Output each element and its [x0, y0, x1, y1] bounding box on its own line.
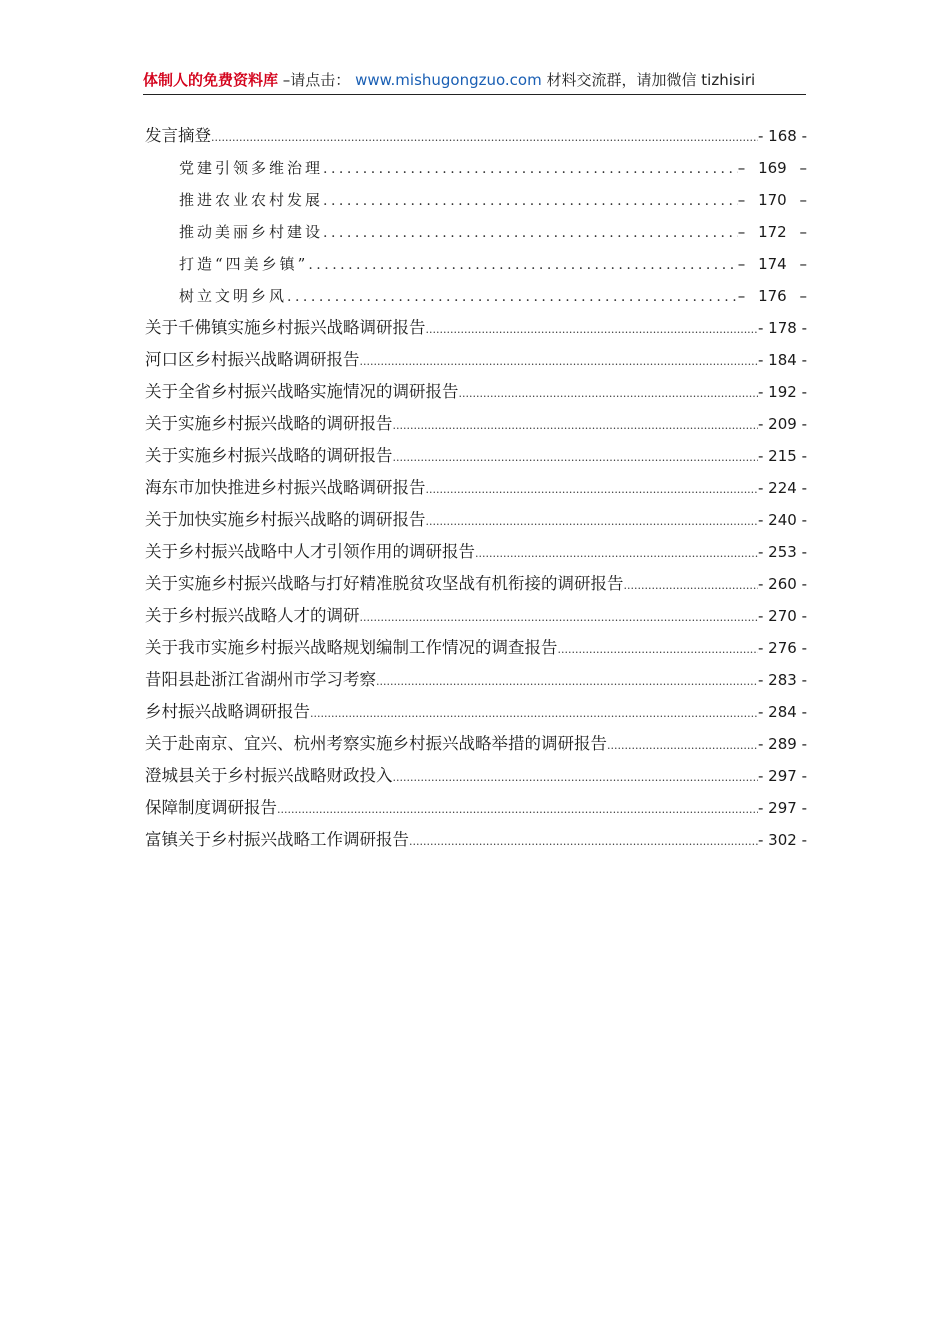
toc-page-number: - 178 -	[758, 319, 807, 337]
toc-entry[interactable]	[145, 632, 807, 664]
toc-entry-title: 关于实施乡村振兴战略的调研报告	[145, 446, 393, 465]
toc-dot-leader	[323, 185, 738, 217]
header-brand: 体制人的免费资料库	[143, 71, 279, 89]
toc-page-number: - 276 -	[758, 639, 807, 657]
toc-dot-leader	[624, 570, 759, 602]
toc-subentry[interactable]	[145, 216, 807, 248]
toc-entry[interactable]	[145, 472, 807, 504]
toc-entry[interactable]	[145, 728, 807, 760]
toc-page-number: - 168 -	[758, 127, 807, 145]
header-contact: 材料交流群，请加微信 tizhisiri	[546, 71, 756, 89]
toc-page-number: - 192 -	[758, 383, 807, 401]
toc-entry-title: 澄城县关于乡村振兴战略财政投入	[145, 766, 393, 785]
toc-dot-leader	[211, 122, 758, 154]
toc-dot-leader	[409, 826, 758, 858]
toc-dot-leader	[360, 346, 759, 378]
toc-entry[interactable]	[145, 792, 807, 824]
toc-page-number: – 176 –	[738, 280, 807, 312]
toc-entry-title: 关于我市实施乡村振兴战略规划编制工作情况的调查报告	[145, 638, 558, 657]
toc-entry-title: 关于赴南京、宜兴、杭州考察实施乡村振兴战略举措的调研报告	[145, 734, 607, 753]
toc-entry[interactable]	[145, 120, 807, 152]
toc-entry[interactable]	[145, 568, 807, 600]
header-url-link[interactable]: www.mishugongzuo.com	[355, 71, 542, 89]
toc-page-number: - 209 -	[758, 415, 807, 433]
toc-entry-title: 树立文明乡风	[179, 287, 288, 305]
toc-dot-leader	[475, 538, 758, 570]
toc-entry-title: 关于实施乡村振兴战略的调研报告	[145, 414, 393, 433]
toc-dot-leader	[360, 602, 759, 634]
page-header	[143, 68, 806, 95]
toc-entry-title: 富镇关于乡村振兴战略工作调研报告	[145, 830, 409, 849]
toc-entry-title: 党建引领多维治理	[179, 159, 324, 177]
table-of-contents	[145, 120, 807, 856]
toc-entry-title: 关于乡村振兴战略人才的调研	[145, 606, 360, 625]
toc-entry-title: 发言摘登	[145, 126, 211, 145]
toc-entry-title: 关于千佛镇实施乡村振兴战略调研报告	[145, 318, 426, 337]
toc-page-number: - 297 -	[758, 767, 807, 785]
toc-entry-title: 海东市加快推进乡村振兴战略调研报告	[145, 478, 426, 497]
toc-entry[interactable]	[145, 536, 807, 568]
toc-page-number: - 284 -	[758, 703, 807, 721]
toc-page-number: - 224 -	[758, 479, 807, 497]
toc-entry-title: 河口区乡村振兴战略调研报告	[145, 350, 360, 369]
toc-entry[interactable]	[145, 504, 807, 536]
toc-entry-title: 推动美丽乡村建设	[179, 223, 324, 241]
toc-dot-leader	[393, 410, 759, 442]
toc-subentry[interactable]	[145, 280, 807, 312]
toc-dot-leader	[287, 281, 738, 313]
toc-dot-leader	[310, 698, 758, 730]
toc-entry-title: 关于实施乡村振兴战略与打好精准脱贫攻坚战有机衔接的调研报告	[145, 574, 624, 593]
toc-page-number: - 184 -	[758, 351, 807, 369]
toc-entry-title: 昔阳县赴浙江省湖州市学习考察	[145, 670, 376, 689]
toc-dot-leader	[323, 217, 738, 249]
toc-entry-title: 乡村振兴战略调研报告	[145, 702, 310, 721]
toc-dot-leader	[607, 730, 758, 762]
toc-subentry[interactable]	[145, 248, 807, 280]
toc-entry-title: 打造“四美乡镇”	[179, 255, 309, 273]
toc-dot-leader	[426, 506, 759, 538]
toc-entry[interactable]	[145, 440, 807, 472]
toc-page-number: – 172 –	[738, 216, 807, 248]
toc-page-number: - 302 -	[758, 831, 807, 849]
toc-entry-title: 关于乡村振兴战略中人才引领作用的调研报告	[145, 542, 475, 561]
toc-page-number: - 215 -	[758, 447, 807, 465]
toc-subentry[interactable]	[145, 152, 807, 184]
toc-entry-title: 关于加快实施乡村振兴战略的调研报告	[145, 510, 426, 529]
toc-dot-leader	[558, 634, 759, 666]
toc-entry-title: 关于全省乡村振兴战略实施情况的调研报告	[145, 382, 459, 401]
toc-page-number: - 283 -	[758, 671, 807, 689]
toc-page-number: - 240 -	[758, 511, 807, 529]
toc-dot-leader	[393, 442, 759, 474]
toc-entry[interactable]	[145, 312, 807, 344]
toc-subentry[interactable]	[145, 184, 807, 216]
toc-dot-leader	[426, 314, 759, 346]
toc-dot-leader	[393, 762, 759, 794]
toc-page-number: – 169 –	[738, 152, 807, 184]
toc-entry[interactable]	[145, 600, 807, 632]
toc-page-number: – 170 –	[738, 184, 807, 216]
toc-entry-title: 保障制度调研报告	[145, 798, 277, 817]
toc-page-number: - 260 -	[758, 575, 807, 593]
toc-entry[interactable]	[145, 408, 807, 440]
toc-dot-leader	[459, 378, 759, 410]
toc-dot-leader	[376, 666, 758, 698]
toc-entry[interactable]	[145, 664, 807, 696]
toc-entry[interactable]	[145, 824, 807, 856]
toc-dot-leader	[426, 474, 759, 506]
toc-entry-title: 推进农业农村发展	[179, 191, 324, 209]
header-prompt: –请点击：	[282, 71, 351, 89]
toc-page-number: - 289 -	[758, 735, 807, 753]
toc-dot-leader	[308, 249, 737, 281]
toc-entry[interactable]	[145, 376, 807, 408]
toc-page-number: - 297 -	[758, 799, 807, 817]
toc-entry[interactable]	[145, 696, 807, 728]
toc-page-number: – 174 –	[738, 248, 807, 280]
toc-page-number: - 270 -	[758, 607, 807, 625]
toc-page-number: - 253 -	[758, 543, 807, 561]
toc-dot-leader	[277, 794, 758, 826]
toc-entry[interactable]	[145, 344, 807, 376]
toc-entry[interactable]	[145, 760, 807, 792]
toc-dot-leader	[323, 153, 738, 185]
